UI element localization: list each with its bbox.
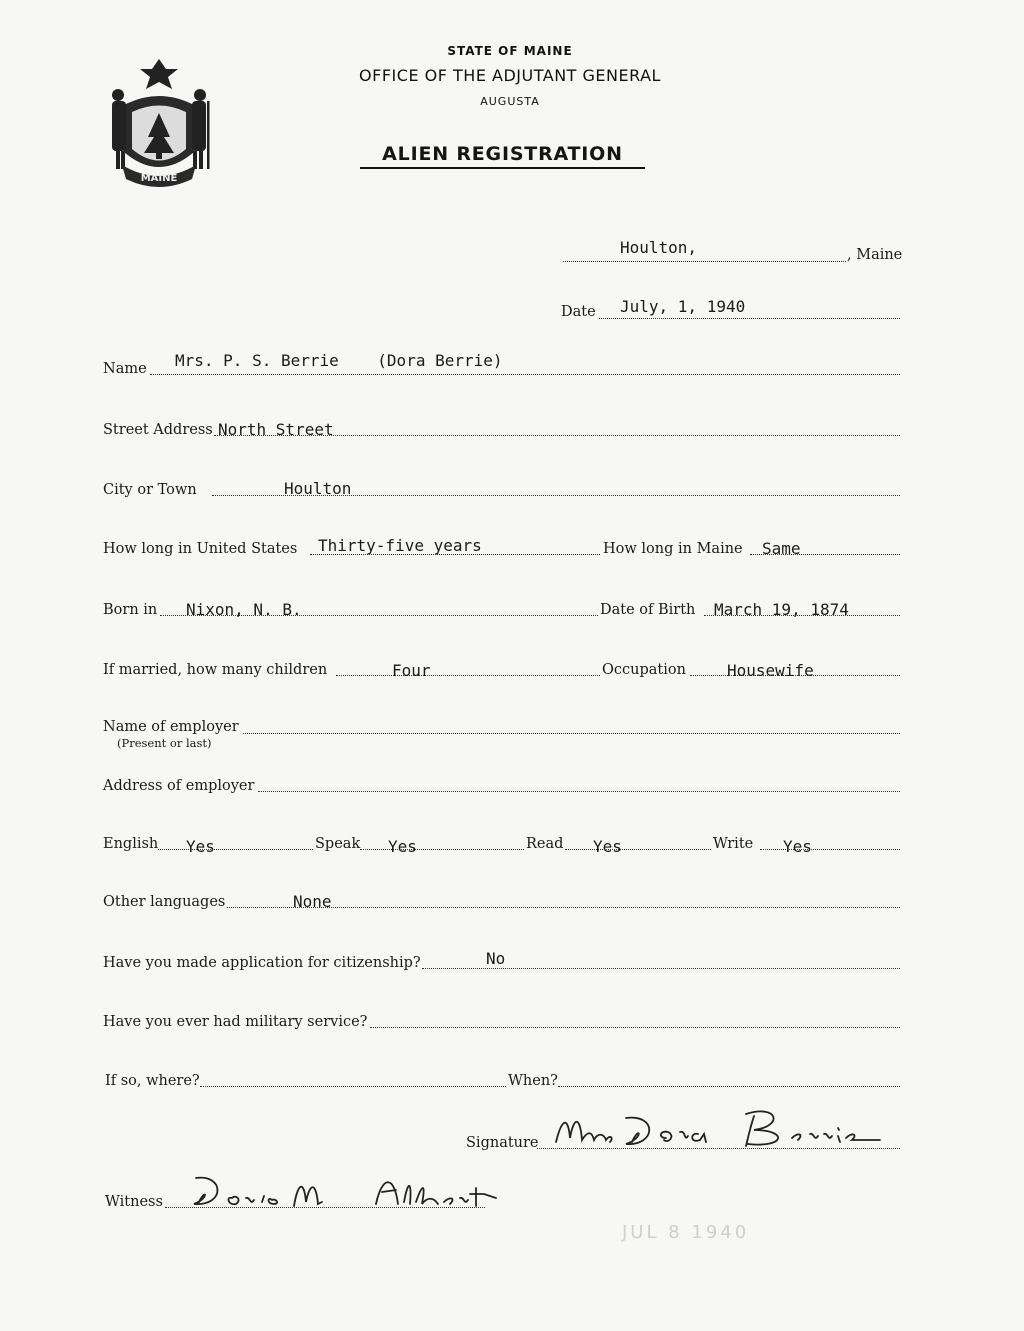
employer-address-line	[258, 791, 900, 792]
employer-sublabel: (Present or last)	[117, 736, 212, 750]
write-value: Yes	[783, 837, 812, 856]
employer-address-label: Address of employer	[103, 778, 255, 794]
street-value: North Street	[218, 420, 334, 439]
city-value: Houlton	[284, 479, 352, 498]
when-label: When?	[508, 1073, 558, 1089]
name-line	[150, 374, 900, 375]
read-line	[565, 849, 711, 850]
born-label: Born in	[103, 602, 158, 618]
read-label: Read	[526, 836, 564, 852]
signature-handwriting	[548, 1104, 888, 1156]
other-languages-label: Other languages	[103, 894, 226, 910]
street-label: Street Address	[103, 422, 213, 438]
write-line	[760, 849, 900, 850]
english-value: Yes	[186, 837, 215, 856]
us-years-label: How long in United States	[103, 541, 298, 557]
witness-label: Witness	[105, 1194, 163, 1210]
name-value: Mrs. P. S. Berrie (Dora Berrie)	[175, 351, 503, 370]
speak-label: Speak	[315, 836, 361, 852]
speak-line	[360, 849, 524, 850]
us-years-value: Thirty-five years	[318, 536, 482, 555]
signature-label: Signature	[466, 1135, 539, 1151]
office-heading: OFFICE OF THE ADJUTANT GENERAL	[359, 66, 661, 85]
place-suffix: , Maine	[847, 247, 903, 263]
state-heading: STATE OF MAINE	[447, 44, 573, 58]
when-line	[558, 1086, 900, 1087]
speak-value: Yes	[388, 837, 417, 856]
where-line	[200, 1086, 506, 1087]
city-heading: AUGUSTA	[480, 95, 540, 108]
born-value: Nixon, N. B.	[186, 600, 302, 619]
other-languages-value: None	[293, 892, 332, 911]
citizenship-line	[422, 968, 900, 969]
maine-years-value: Same	[762, 539, 801, 558]
employer-label: Name of employer	[103, 719, 239, 735]
english-label: English	[103, 836, 159, 852]
children-value: Four	[392, 661, 431, 680]
occupation-label: Occupation	[602, 662, 686, 678]
date-value: July, 1, 1940	[620, 297, 746, 316]
name-label: Name	[103, 361, 147, 377]
place-line	[563, 261, 846, 262]
citizenship-value: No	[486, 949, 506, 968]
military-label: Have you ever had military service?	[103, 1014, 368, 1030]
witness-handwriting	[176, 1168, 506, 1214]
received-stamp: JUL 8 1940	[622, 1222, 750, 1243]
military-line	[370, 1027, 900, 1028]
occupation-value: Housewife	[727, 661, 814, 680]
dob-value: March 19, 1874	[714, 600, 849, 619]
city-label: City or Town	[103, 482, 197, 498]
date-line	[599, 318, 900, 319]
where-label: If so, where?	[105, 1073, 200, 1089]
read-value: Yes	[593, 837, 622, 856]
english-line	[158, 849, 313, 850]
employer-line	[243, 733, 900, 734]
svg-text:MAINE: MAINE	[140, 173, 178, 184]
citizenship-label: Have you made application for citizenship?	[103, 955, 421, 971]
place-value: Houlton,	[620, 238, 698, 257]
form-title: ALIEN REGISTRATION	[360, 143, 645, 169]
maine-years-label: How long in Maine	[603, 541, 743, 557]
maine-state-seal	[104, 57, 214, 187]
children-line	[336, 675, 600, 676]
date-label: Date	[561, 304, 596, 320]
write-label: Write	[713, 836, 754, 852]
dob-label: Date of Birth	[600, 602, 696, 618]
children-label: If married, how many children	[103, 662, 328, 678]
